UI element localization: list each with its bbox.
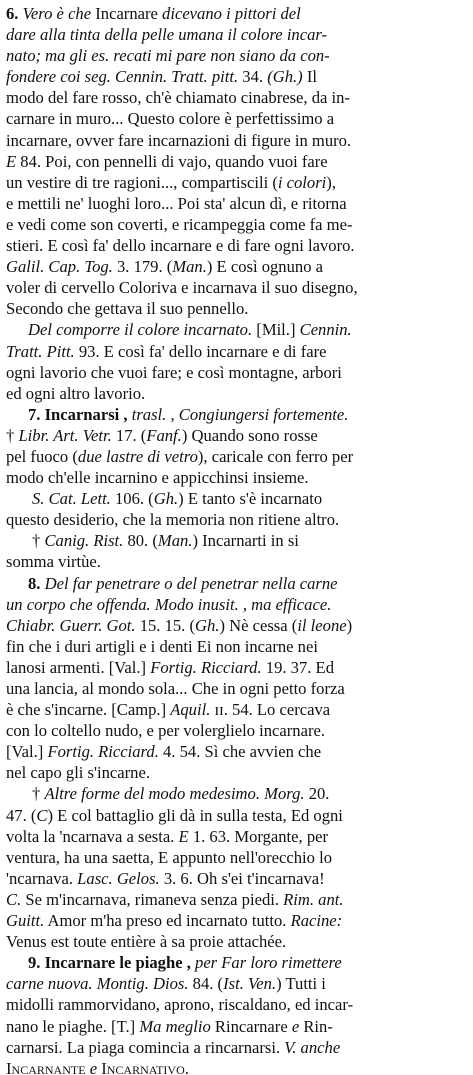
text-line: carnarsi. La piaga comincia a rincarnarsi. V. anche <box>6 1037 341 1057</box>
text-line: nel capo gli s'incarne. <box>6 763 150 783</box>
text-line: † Libr. Art. Vetr. 17. (Fanf.) Quando sono rosse <box>6 425 318 445</box>
text-line: questo desiderio, che la memoria non ritiene altro. <box>6 510 340 530</box>
text-line: fin che i duri artigli e i denti Ei non incarne nei <box>6 636 318 656</box>
text-line: e vedi come son coverti, e ricampeggia come fa me- <box>6 214 353 234</box>
text-line: modo del fare rosso, ch'è chiamato cinabrese, da in- <box>6 88 350 108</box>
text-line: midolli rammorvidano, aprono, riscaldano, ed incar- <box>6 995 354 1015</box>
text-line: nano le piaghe. [T.] Ma meglio Rincarnare e Rin- <box>6 1016 333 1036</box>
text-line: Galil. Cap. Tog. 3. 179. (Man.) E così ognuno a <box>6 257 324 277</box>
text-line: 9. Incarnare le piaghe , per Far loro rimettere <box>28 953 342 973</box>
text-line: † Canig. Rist. 80. (Man.) Incarnarti in si <box>32 531 299 551</box>
text-line: fondere coi seg. Cennin. Tratt. pitt. 34. (Gh.) Il <box>6 67 317 87</box>
text-line: un corpo che offenda. Modo inusit. , ma efficace. <box>6 594 332 614</box>
text-line: 8. Del far penetrare o del penetrar nella carne <box>28 573 338 593</box>
text-line: un vestire di tre ragioni..., compartiscili (i colori), <box>6 172 336 192</box>
text-line: S. Cat. Lett. 106. (Gh.) E tanto s'è incarnato <box>32 489 323 509</box>
text-line: somma virtùe. <box>6 552 101 572</box>
text-line: pel fuoco (due lastre di vetro), caricale con ferro per <box>6 446 354 466</box>
text-line: C. Se m'incarnava, rimaneva senza piedi. Rim. ant. <box>6 889 344 909</box>
text-line: E 84. Poi, con pennelli di vajo, quando vuoi fare <box>6 151 328 171</box>
text-line: una lancia, al mondo sola... Che in ogni petto forza <box>6 679 345 698</box>
text-line: dare alla tinta della pelle umana il colore incar- <box>6 25 328 45</box>
text-line: Chiabr. Guerr. Got. 15. 15. (Gh.) Nè cessa (il leone) <box>6 615 353 635</box>
text-line: Venus est toute entière à sa proie attachée. <box>6 932 287 952</box>
text-line: 6. Vero è che Incarnare dicevano i pittori del <box>6 4 301 23</box>
text-line: Incarnante e Incarnativo. <box>6 1058 189 1075</box>
text-line: 'ncarnava. Lasc. Gelos. 3. 6. Oh s'ei t'incarnava! <box>6 868 325 888</box>
text-line: lanosi armenti. [Val.] Fortig. Ricciard. 19. 37. Ed <box>6 657 334 677</box>
text-line: voler di cervello Coloriva e incarnava il suo disegno, <box>6 278 358 298</box>
text-line: incarnare, ovver fare incarnazioni di figure in muro. <box>6 130 352 150</box>
text-line: 47. (C) E col battaglio gli dà in sulla testa, Ed ogni <box>6 805 343 825</box>
text-line: † Altre forme del modo medesimo. Morg. 20. <box>32 784 330 804</box>
text-line: e mettili ne' luoghi loro... Poi sta' alcun dì, e ritorna <box>6 193 347 213</box>
text-line: modo ch'elle incarnino e appicchinsi insieme. <box>6 468 309 488</box>
text-line: 7. Incarnarsi , trasl. , Congiungersi fortemente. <box>28 404 349 424</box>
text-line: carne nuova. Montig. Dios. 84. (Ist. Ven.) Tutti i <box>6 974 326 994</box>
text-line: ed ogni altro lavorio. <box>6 383 146 403</box>
text-line: con lo coltello nudo, e per volerglielo incarnare. <box>6 721 326 741</box>
text-line: volta la 'ncarnava a sesta. E 1. 63. Morgante, per <box>6 826 329 846</box>
text-line: nato; ma gli es. recati mi pare non siano da con- <box>6 46 330 66</box>
text-line: stieri. E così fa' dello incarnare e di fare ogni lavoro. <box>6 236 355 256</box>
text-line: carnare in muro... Questo colore è perfettissimo a <box>6 109 335 129</box>
text-line: Tratt. Pitt. 93. E così fa' dello incarnare e di fare <box>6 341 327 361</box>
text-line: Del comporre il colore incarnato. [Mil.] Cennin. <box>28 320 352 340</box>
text-line: ventura, ha una saetta, E appunto nell'orecchio lo <box>6 847 332 867</box>
text-line: Guitt. Amor m'ha preso ed incarnato tutto. Racine: <box>6 911 343 931</box>
text-line: è che s'incarne. [Camp.] Aquil. ɪɪ. 54. Lo cercava <box>6 700 331 720</box>
text-line: Secondo che gettava il suo pennello. <box>6 299 249 319</box>
text-line: ogni lavorio che vuoi fare; e così montagne, arbori <box>6 362 342 382</box>
text-line: [Val.] Fortig. Ricciard. 4. 54. Sì che avvien che <box>6 742 322 762</box>
